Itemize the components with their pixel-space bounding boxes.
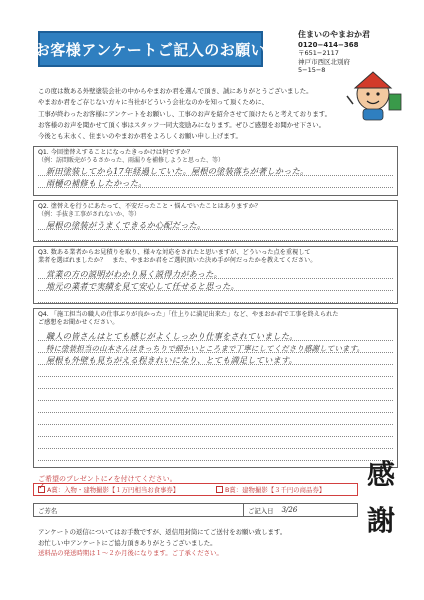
question-1-note: （例：訪問販売がうるさかった、雨漏りを補修しようと思った、等）: [38, 157, 225, 164]
question-2-title: Q2. 塗替えを行うにあたって、不安だったこと・悩んでいたことはありますか？: [38, 203, 261, 210]
name-date-row: [33, 503, 358, 517]
present-option-b[interactable]: [216, 485, 325, 494]
page-title: お客様アンケートご記入のお願い: [34, 40, 267, 59]
date-value: 3/26: [281, 506, 298, 514]
footer-line-shipping: 送料品の発送時期は１〜２か月後になります。ご了承ください。: [38, 549, 223, 557]
question-2-box: [33, 200, 398, 242]
question-4-title: Q4. 「施工担当の職人の仕事ぶりが良かった」「仕上りに満足出来た」など、やまおか君で工事を終えられた: [38, 311, 339, 318]
footer-notes: [38, 527, 338, 559]
footer-line: アンケートの返信についてはお手数ですが、返信用封筒にてご送付をお願い致します。: [38, 528, 287, 536]
header-banner: [34, 31, 267, 67]
question-4-answer: 特に塗装担当の山本さんはきっちりで細かいところまで丁寧にしてくださり感謝しています。: [46, 344, 365, 353]
present-option-b-label: B賞：建物撮影【３千円の商品券】: [225, 486, 326, 494]
answer-line: [38, 400, 393, 401]
question-4-answer: 屋根も外壁も見ちがえる程きれいになり、とても満足しています。: [46, 355, 297, 365]
question-1-box: [33, 146, 398, 196]
question-1-answer: 新田塗装してから17年経過していた。屋根の塗装落ちが著しかった。: [46, 166, 309, 176]
question-2-answer: 屋根の塗装がうまくできるか心配だった。: [46, 220, 206, 230]
answer-line: [38, 376, 393, 377]
mascot-illustration: [345, 64, 407, 122]
question-3-title: Q3. 数ある業者からお見積りを取り、様々な対応をされたと思いますが、どういった点を重視して: [38, 249, 311, 256]
present-instruction: ご希望のプレゼントに✓を付けてください。: [38, 475, 177, 483]
answer-line: [38, 460, 393, 461]
question-1-title: Q1. 今回塗替えすることになったきっかけは何ですか？: [38, 149, 194, 156]
checkbox-b[interactable]: [216, 486, 223, 493]
footer-line: お忙しい中アンケートにご協力頂きありがとうございました。: [38, 538, 217, 547]
intro-line: 工事が終わったお客様にアンケートをお願いし、工事のお声を紹介させて頂けたらと考えております。: [38, 109, 332, 118]
answer-line: [38, 302, 393, 303]
answer-line: [38, 240, 393, 241]
date-label: ご記入日: [248, 507, 274, 515]
intro-line: この度は数ある外壁塗装会社の中からやまおか君を選んで頂き、誠にありがとうございました。: [38, 87, 313, 95]
present-option-a-label: A賞：入物・建物撮影【１万円相当お食事券】: [47, 486, 180, 494]
answer-line: [38, 388, 393, 389]
company-phone: 0120−414−368: [298, 40, 359, 49]
answer-line: [38, 412, 393, 413]
intro-line: 今後とも末永く、住まいのやまおか君をよろしくお願い申し上げます。: [38, 132, 242, 141]
answer-line: [38, 436, 393, 437]
question-1-answer: 雨樋の補修もしたかった。: [46, 178, 147, 188]
question-3-title-cont: 業者を選ばれましたか？ また、やまおか君をご選択頂いた決め手が何だったかを教えてください。: [38, 257, 317, 264]
present-options: [33, 483, 358, 496]
company-address-line: 5−15−8: [298, 66, 326, 74]
company-address-line: 〒651−2117: [298, 49, 339, 57]
company-name: 住まいのやまおか君: [298, 30, 370, 39]
present-option-a[interactable]: [34, 485, 179, 494]
answer-line: [38, 448, 393, 449]
checkbox-a-checked[interactable]: [38, 486, 45, 493]
question-3-box: [33, 246, 398, 304]
intro-line: やまおか君をご存じない方々に当社がどういう会社なのかを知って頂くために、: [38, 98, 269, 107]
question-3-answer: 営業の方の説明がわかり易く説得力があった。: [46, 269, 223, 279]
question-4-title-cont: ご感想をお聞かせください。: [38, 319, 119, 326]
name-label: ご芳名: [38, 507, 58, 515]
question-4-box: [33, 308, 398, 468]
question-2-note: （例：手抜き工事がされないか、等）: [38, 211, 141, 218]
question-4-answer: 職人の皆さんはとても感じがよくしっかり仕事をされていました。: [46, 331, 298, 341]
intro-line: お客様のお声を聞かせて頂く事はスタッフ一同大変励みになります。ぜひご感想をお聞かせ下さい。: [38, 120, 326, 129]
answer-line: [38, 424, 393, 425]
intro-text: [38, 86, 338, 142]
date-field[interactable]: [244, 504, 357, 516]
company-address-line: 神戸市西区北別府: [298, 57, 350, 66]
name-field[interactable]: [34, 504, 244, 516]
kansha-calligraphy: 感謝: [366, 458, 395, 537]
question-3-answer: 地元の業者で実績を見て安心して任せると思った。: [46, 281, 239, 291]
